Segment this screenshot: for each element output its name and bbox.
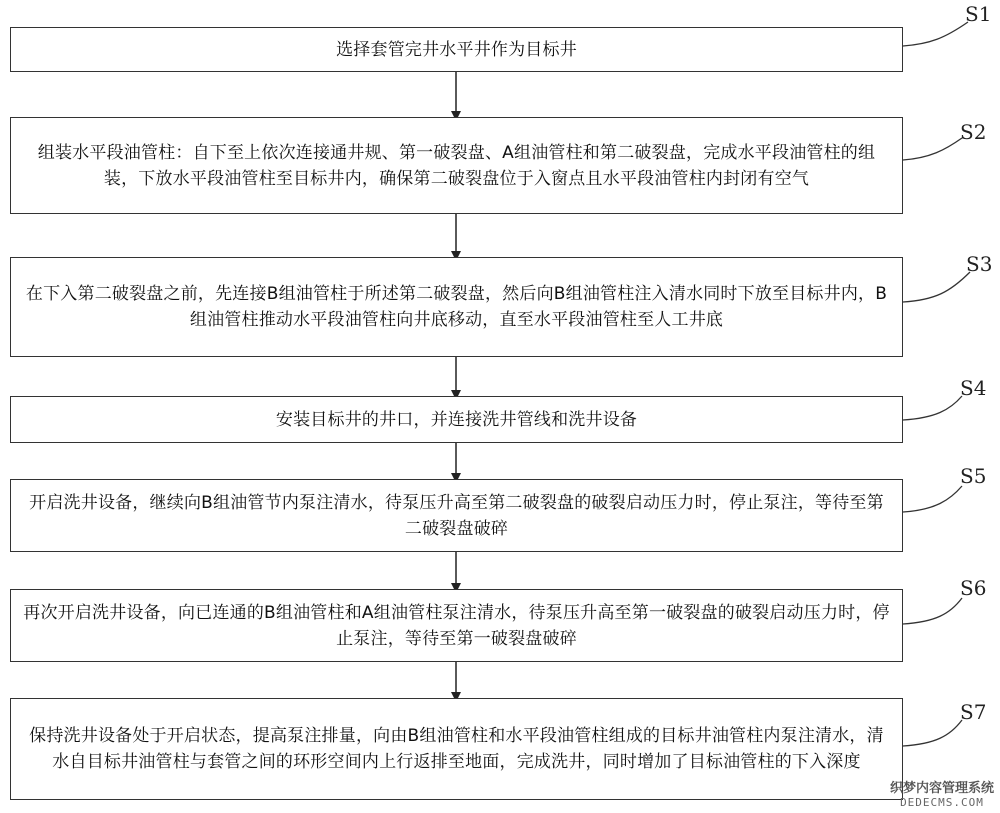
watermark-line1: 织梦内容管理系统	[889, 781, 994, 796]
watermark	[890, 781, 994, 809]
step-s7-box	[10, 698, 903, 800]
step-s2-box	[10, 117, 903, 214]
watermark-line2: DEDECMS.COM	[900, 796, 984, 809]
leader-s2	[903, 138, 962, 160]
step-s3-box	[10, 257, 903, 357]
leader-s7	[903, 720, 962, 746]
step-s1-text: 选择套管完井水平井作为目标井	[336, 39, 577, 60]
step-s7-text: 保持洗井设备处于开启状态，提高泵注排量，向由B组油管柱和水平段油管柱组成的目标井油管柱内泵注清水，清水自目标井油管柱与套管之间的环形空间内上行返排至地面，完成洗井，同时增加了目标油管柱的下入深度	[29, 726, 884, 772]
step-s5-label: S5	[960, 464, 987, 488]
leader-s6	[903, 598, 962, 624]
step-s5-text: 开启洗井设备，继续向B组油管节内泵注清水，待泵压升高至第二破裂盘的破裂启动压力时，停止泵注，等待至第二破裂盘破碎	[29, 492, 884, 539]
step-s3-text: 在下入第二破裂盘之前，先连接B组油管柱于所述第二破裂盘，然后向B组油管柱注入清水同时下放至目标井内，B组油管柱推动水平段油管柱向井底移动，直至水平段油管柱至人工井底	[25, 284, 888, 330]
step-s5-box	[10, 479, 903, 552]
step-s3-label: S3	[966, 252, 993, 276]
step-s4-box	[10, 396, 903, 443]
leader-s5	[903, 486, 962, 512]
step-s6-box	[10, 589, 903, 662]
step-s4-label: S4	[960, 376, 987, 400]
step-s1-box	[10, 27, 903, 72]
leader-s3	[903, 272, 970, 302]
leader-s1	[903, 22, 968, 46]
step-s6-text: 再次开启洗井设备，向已连通的B组油管柱和A组油管柱泵注清水，待泵压升高至第一破裂盘的破裂启动压力时，停止泵注，等待至第一破裂盘破碎	[23, 602, 890, 649]
step-s2-text: 组装水平段油管柱：自下至上依次连接通井规、第一破裂盘、A组油管柱和第二破裂盘，完成水平段油管柱的组装，下放水平段油管柱至目标井内，确保第二破裂盘位于入窗点且水平段油管柱内封闭有空气	[37, 142, 876, 189]
step-s4-text: 安装目标井的井口，并连接洗井管线和洗井设备	[275, 409, 638, 430]
step-s1-label: S1	[965, 2, 992, 26]
leader-s4	[903, 396, 962, 420]
step-s2-label: S2	[960, 120, 987, 144]
step-s6-label: S6	[960, 576, 987, 600]
step-s7-label: S7	[960, 700, 987, 724]
